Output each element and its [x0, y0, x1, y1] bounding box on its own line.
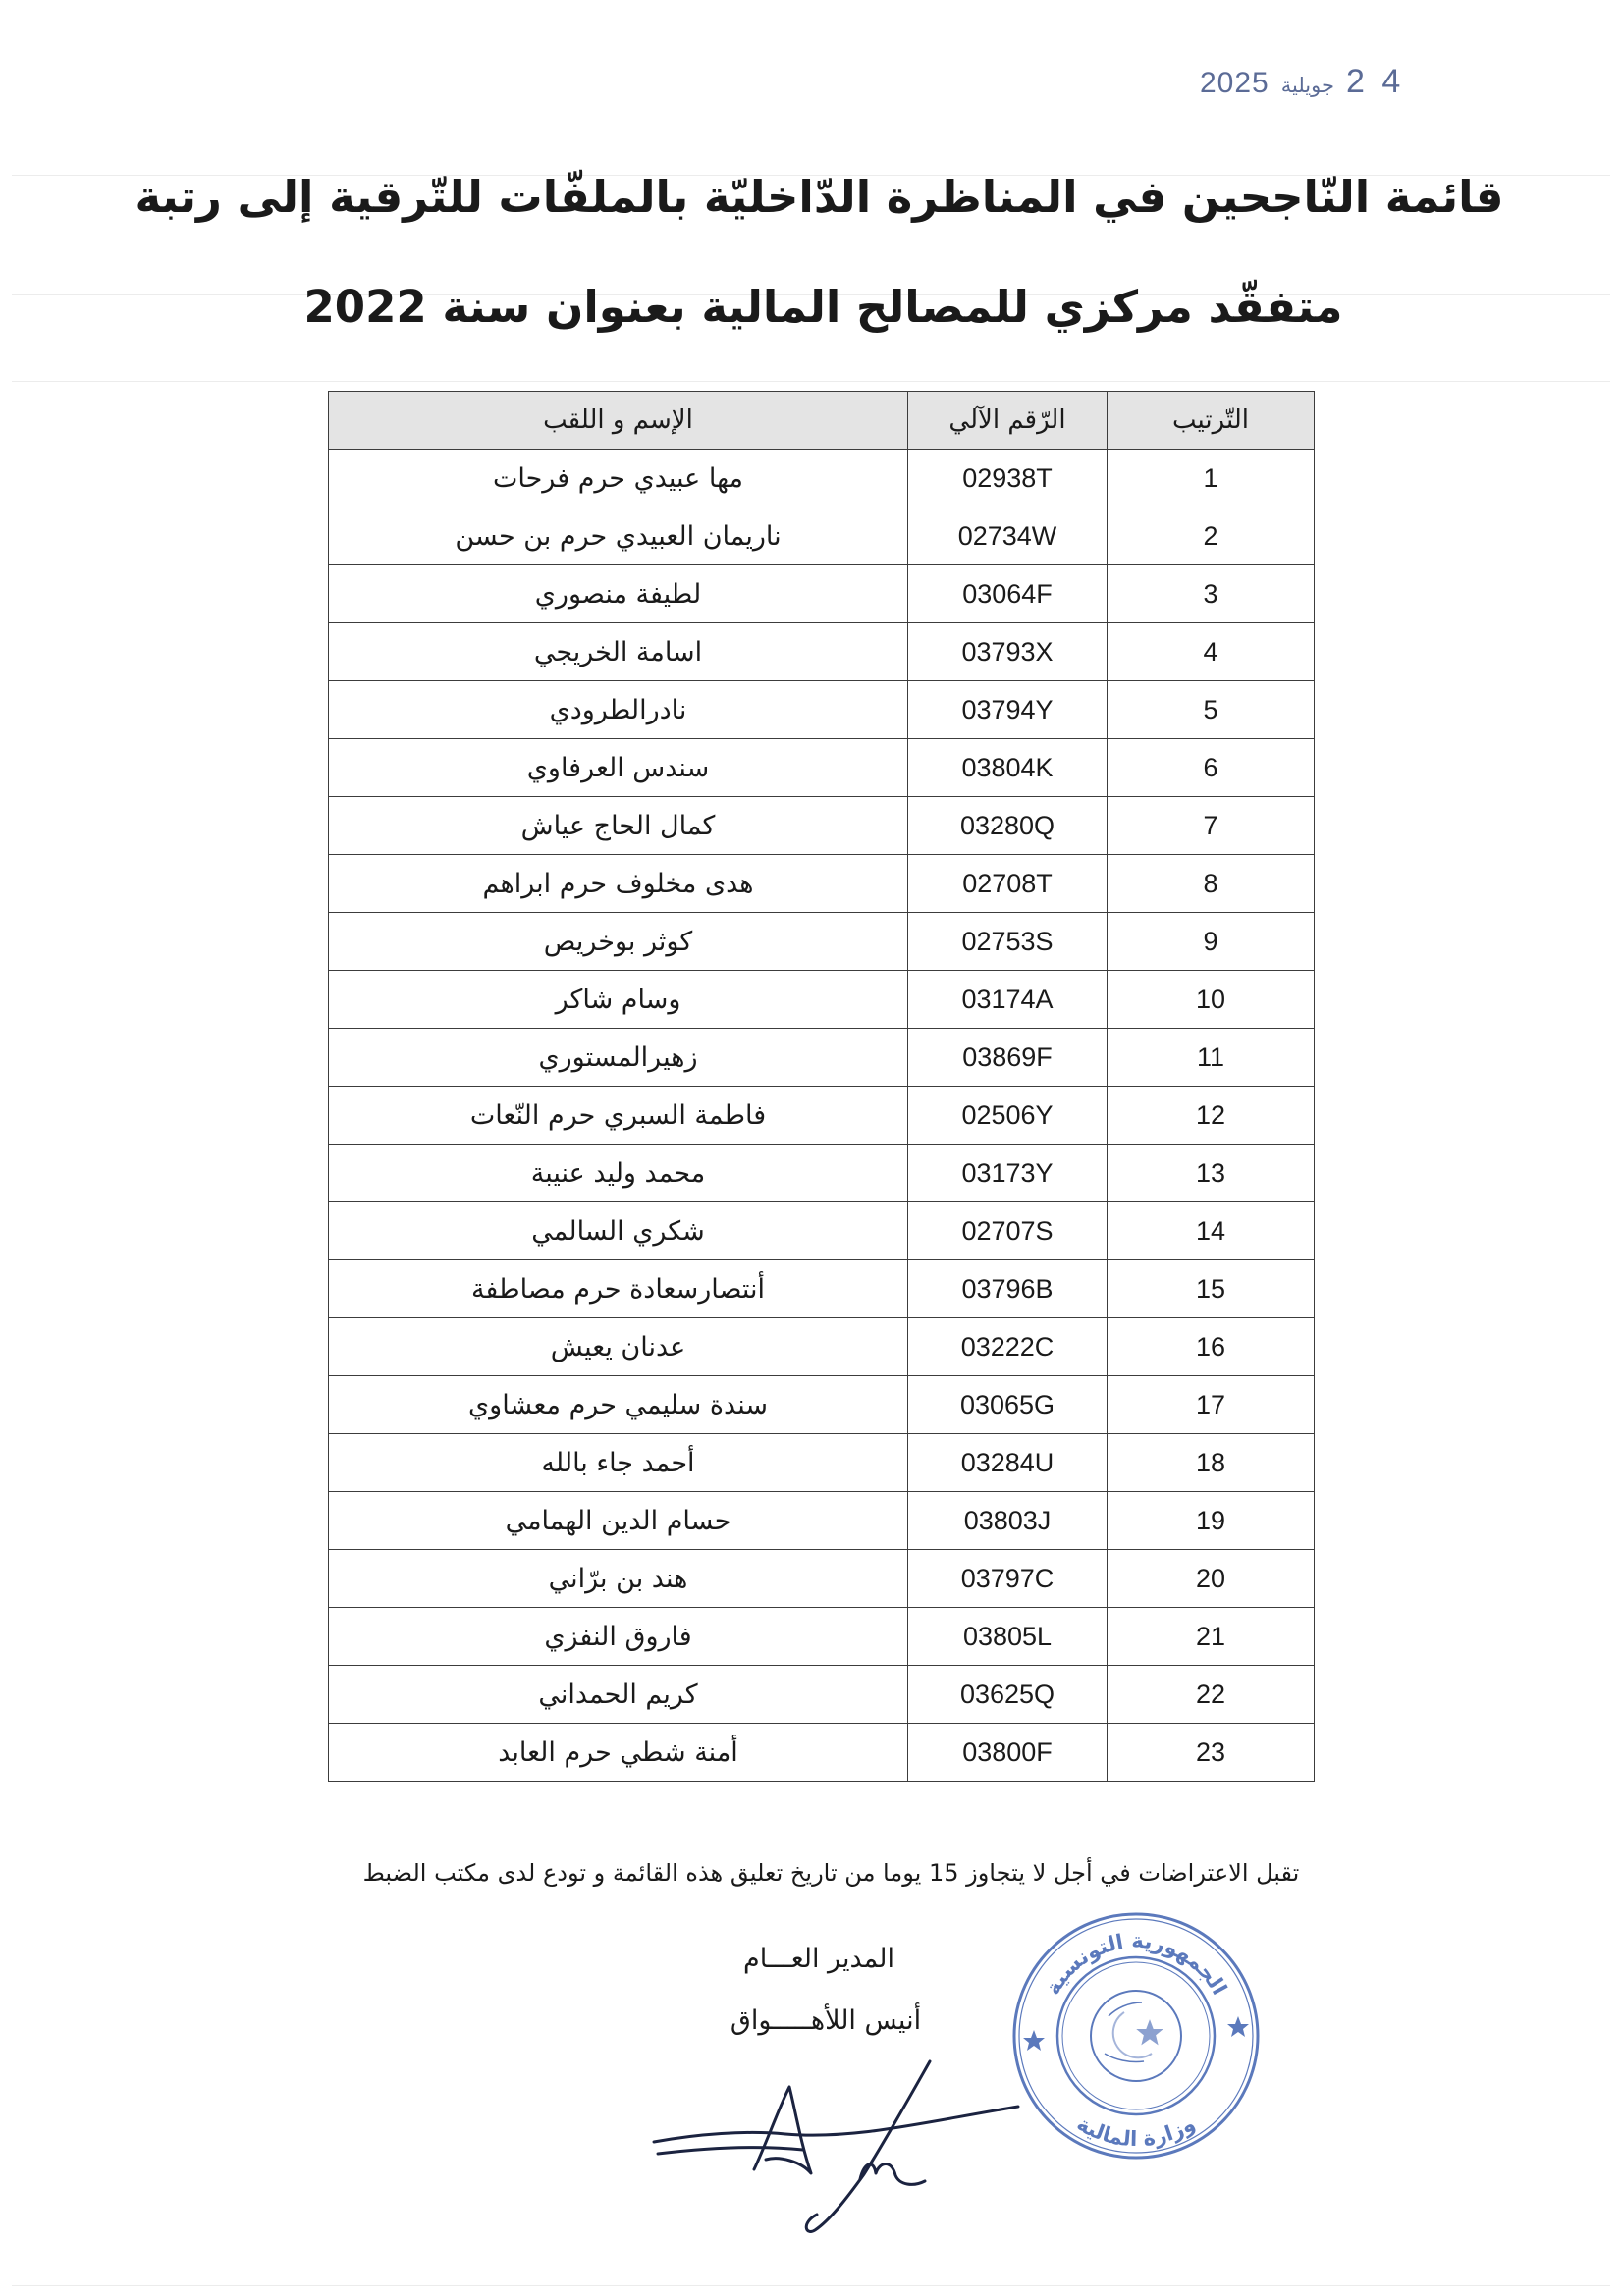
scan-line: [12, 381, 1610, 382]
table-row: [329, 1376, 1315, 1434]
table-row: [329, 1087, 1315, 1145]
table-row: [329, 1492, 1315, 1550]
rank-cell: 11: [1108, 1029, 1315, 1087]
name-cell: أمنة شطي حرم العابد: [329, 1724, 908, 1782]
name-cell: مها عبيدي حرم فرحات: [329, 450, 908, 507]
results-table: [328, 391, 1315, 1782]
name-cell: عدنان يعيش: [329, 1318, 908, 1376]
table-row: [329, 623, 1315, 681]
table-row: [329, 565, 1315, 623]
date-stamp: [1200, 63, 1404, 101]
code-cell: 03803J: [908, 1492, 1108, 1550]
rank-cell: 14: [1108, 1202, 1315, 1260]
name-cell: سندة سليمي حرم معشاوي: [329, 1376, 908, 1434]
code-cell: 03800F: [908, 1724, 1108, 1782]
name-cell: أحمد جاء بالله: [329, 1434, 908, 1492]
table-row: [329, 1029, 1315, 1087]
scan-line: [12, 2285, 1610, 2286]
seal-top-text: الجمهورية التونسية: [1040, 1928, 1232, 2000]
code-cell: 03804K: [908, 739, 1108, 797]
name-cell: نادرالطرودي: [329, 681, 908, 739]
table-row: [329, 855, 1315, 913]
name-cell: لطيفة منصوري: [329, 565, 908, 623]
name-cell: محمد وليد عنيبة: [329, 1145, 908, 1202]
code-cell: 03222C: [908, 1318, 1108, 1376]
table-row: [329, 450, 1315, 507]
header-code: الرّقم الآلي: [908, 392, 1108, 450]
name-cell: أنتصارسعادة حرم مصاطفة: [329, 1260, 908, 1318]
code-cell: 03284U: [908, 1434, 1108, 1492]
signatory-name: أنيس اللأهـــــواق: [730, 2005, 922, 2036]
code-cell: 03173Y: [908, 1145, 1108, 1202]
code-cell: 02753S: [908, 913, 1108, 971]
code-cell: 02938T: [908, 450, 1108, 507]
rank-cell: 6: [1108, 739, 1315, 797]
code-cell: 03797C: [908, 1550, 1108, 1608]
name-cell: وسام شاكر: [329, 971, 908, 1029]
name-cell: هند بن برّاني: [329, 1550, 908, 1608]
table-row: [329, 1550, 1315, 1608]
name-cell: ناريمان العبيدي حرم بن حسن: [329, 507, 908, 565]
code-cell: 03805L: [908, 1608, 1108, 1666]
seal-bottom-text: وزارة المالية: [1072, 2111, 1200, 2152]
star-icon: [1227, 2016, 1249, 2037]
rank-cell: 4: [1108, 623, 1315, 681]
name-cell: كمال الحاج عياش: [329, 797, 908, 855]
page-title-line-2: متفقّد مركزي للمصالح المالية بعنوان سنة 2022: [303, 281, 1343, 333]
table-row: [329, 913, 1315, 971]
header-name: الإسم و اللقب: [329, 392, 908, 450]
rank-cell: 16: [1108, 1318, 1315, 1376]
table-header-row: [329, 392, 1315, 450]
code-cell: 02707S: [908, 1202, 1108, 1260]
rank-cell: 1: [1108, 450, 1315, 507]
code-cell: 03064F: [908, 565, 1108, 623]
date-day: 2 4: [1345, 63, 1405, 100]
objection-note: تقبل الاعتراضات في أجل لا يتجاوز 15 يوما من تاريخ تعليق هذه القائمة و تودع لدى مكتب الضبط: [362, 1859, 1300, 1887]
rank-cell: 19: [1108, 1492, 1315, 1550]
rank-cell: 7: [1108, 797, 1315, 855]
rank-cell: 10: [1108, 971, 1315, 1029]
header-rank: التّرتيب: [1108, 392, 1315, 450]
table-row: [329, 1724, 1315, 1782]
code-cell: 03794Y: [908, 681, 1108, 739]
name-cell: سندس العرفاوي: [329, 739, 908, 797]
name-cell: هدى مخلوف حرم ابراهم: [329, 855, 908, 913]
rank-cell: 13: [1108, 1145, 1315, 1202]
code-cell: 03174A: [908, 971, 1108, 1029]
date-year: 2025: [1200, 67, 1270, 99]
table-row: [329, 1260, 1315, 1318]
table-row: [329, 797, 1315, 855]
table-row: [329, 681, 1315, 739]
table-row: [329, 971, 1315, 1029]
name-cell: حسام الدين الهمامي: [329, 1492, 908, 1550]
table-row: [329, 1434, 1315, 1492]
rank-cell: 2: [1108, 507, 1315, 565]
name-cell: كريم الحمداني: [329, 1666, 908, 1724]
rank-cell: 12: [1108, 1087, 1315, 1145]
rank-cell: 22: [1108, 1666, 1315, 1724]
name-cell: زهيرالمستوري: [329, 1029, 908, 1087]
name-cell: كوثر بوخريص: [329, 913, 908, 971]
table-row: [329, 1666, 1315, 1724]
code-cell: 03625Q: [908, 1666, 1108, 1724]
page-title-line-1: قائمة النّاجحين في المناظرة الدّاخليّة بالملفّات للتّرقية إلى رتبة: [135, 171, 1504, 223]
table-row: [329, 1318, 1315, 1376]
table-row: [329, 739, 1315, 797]
code-cell: 03793X: [908, 623, 1108, 681]
rank-cell: 3: [1108, 565, 1315, 623]
star-icon: [1023, 2030, 1045, 2051]
rank-cell: 9: [1108, 913, 1315, 971]
rank-cell: 17: [1108, 1376, 1315, 1434]
table-row: [329, 1202, 1315, 1260]
table-row: [329, 507, 1315, 565]
name-cell: شكري السالمي: [329, 1202, 908, 1260]
code-cell: 03280Q: [908, 797, 1108, 855]
date-month: جويلية: [1280, 74, 1334, 97]
table-row: [329, 1145, 1315, 1202]
rank-cell: 21: [1108, 1608, 1315, 1666]
rank-cell: 8: [1108, 855, 1315, 913]
rank-cell: 20: [1108, 1550, 1315, 1608]
signatory-title: المدير العـــام: [743, 1944, 894, 1974]
handwritten-signature: [628, 2052, 1041, 2248]
name-cell: فاطمة السبري حرم النّعات: [329, 1087, 908, 1145]
table-body: [329, 450, 1315, 1782]
official-seal-icon: [1006, 1906, 1266, 2165]
name-cell: فاروق النفزي: [329, 1608, 908, 1666]
rank-cell: 5: [1108, 681, 1315, 739]
code-cell: 02506Y: [908, 1087, 1108, 1145]
rank-cell: 15: [1108, 1260, 1315, 1318]
emblem-icon: [1091, 1991, 1181, 2081]
rank-cell: 23: [1108, 1724, 1315, 1782]
table-row: [329, 1608, 1315, 1666]
code-cell: 03796B: [908, 1260, 1108, 1318]
name-cell: اسامة الخريجي: [329, 623, 908, 681]
code-cell: 03869F: [908, 1029, 1108, 1087]
code-cell: 03065G: [908, 1376, 1108, 1434]
code-cell: 02734W: [908, 507, 1108, 565]
code-cell: 02708T: [908, 855, 1108, 913]
rank-cell: 18: [1108, 1434, 1315, 1492]
